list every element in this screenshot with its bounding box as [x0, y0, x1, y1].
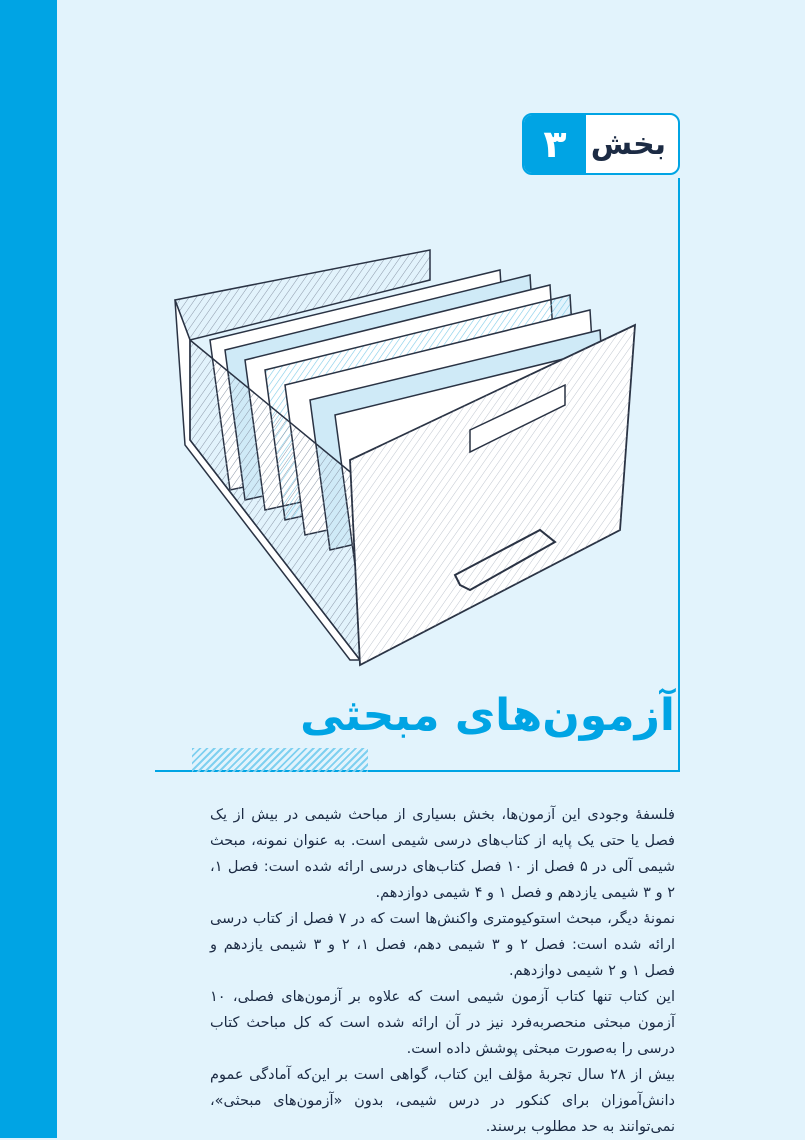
frame-right-line [678, 178, 680, 772]
title-underline-hatch [192, 748, 368, 772]
paragraph: فلسفهٔ وجودی این آزمون‌ها، بخش بسیاری از مباحث شیمی در بیش از یک فصل یا حتی یک پایه از کتاب‌های درسی شیمی است. به عنوان نمونه، مبحث شیمی آلی در ۵ فصل از ۱۰ فصل کتاب‌های درسی ارائه شده است: فصل ۱، ۲ و ۳ شیمی یازدهم و فصل ۱ و ۴ شیمی دوازدهم. [210, 807, 675, 901]
section-number: ۳ [524, 115, 586, 173]
paragraph: این کتاب تنها کتاب آزمون شیمی است که علاوه بر آزمون‌های فصلی، ۱۰ آزمون مبحثی منحصربه‌فرد نیز در آن ارائه شده است که کل مباحث کتاب درسی را به‌صورت مبحثی پوشش داده است. [210, 989, 675, 1057]
side-color-bar [0, 0, 57, 1138]
paragraph: نمونهٔ دیگر، مبحث استوکیومتری واکنش‌ها است که در ۷ فصل از کتاب درسی ارائه شده است: فصل ۲ و ۳ شیمی دهم، فصل ۱، ۲ و ۳ شیمی یازدهم و فصل ۱ و ۲ شیمی دوازدهم. [210, 911, 675, 979]
section-tab [522, 113, 680, 175]
page-title: آزمون‌های مبحثی [300, 690, 675, 741]
file-drawer-icon [170, 230, 640, 670]
paragraph: بیش از ۲۸ سال تجربهٔ مؤلف این کتاب، گواهی است بر این‌که آمادگی عموم دانش‌آموزان برای کنکور در درس شیمی، بدون «آزمون‌های مبحثی»، نمی‌توانند به حد مطلوب برسند. [210, 1067, 675, 1135]
body-text [210, 802, 675, 1140]
section-label: بخش [590, 126, 666, 162]
